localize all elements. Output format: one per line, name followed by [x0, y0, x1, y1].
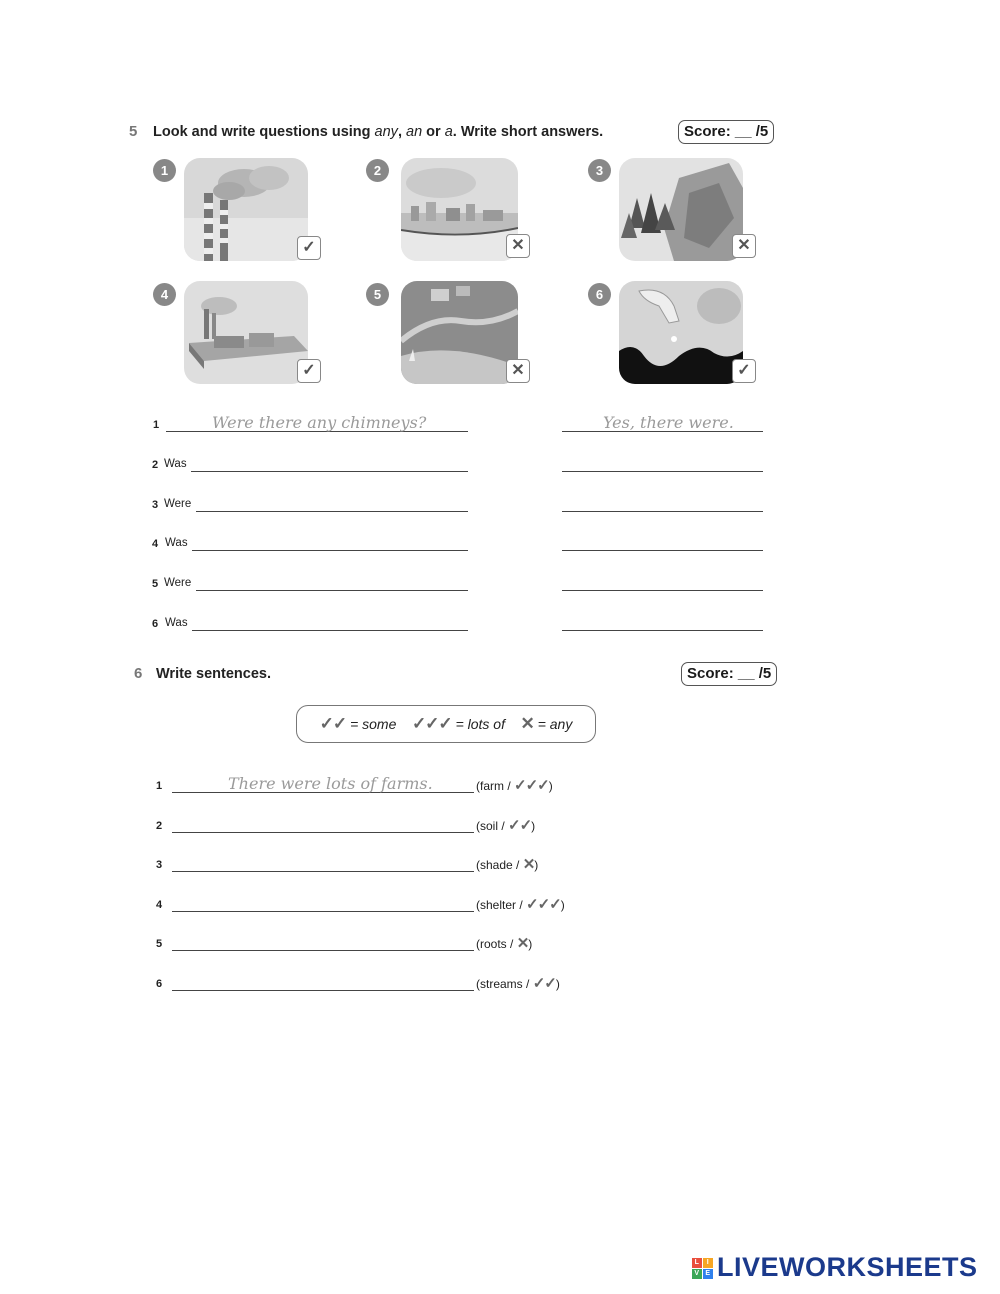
ex6-row-6-hint: (streams / ✓✓)	[476, 975, 560, 992]
picture-1-number: 1	[153, 159, 176, 182]
ex5-row-4-start: Was	[165, 537, 188, 549]
ex5-row-1-number: 1	[153, 419, 160, 431]
picture-2-city	[401, 158, 518, 261]
ex5-row-4-question-line[interactable]	[192, 550, 468, 551]
exercise-5-instruction: Look and write questions using any, an or a. Write short answers.	[153, 124, 604, 140]
ex6-row-5-number: 5	[156, 938, 163, 950]
ex5-row-1-answer-example: Yes, there were.	[603, 413, 734, 432]
picture-3-forest	[619, 158, 743, 261]
exercise-5-score: Score: __ /5	[678, 120, 774, 144]
picture-2-number: 2	[366, 159, 389, 182]
picture-3-cross-icon: ✕	[732, 234, 756, 258]
ex5-row-2-answer-line[interactable]	[562, 471, 763, 472]
ex5-row-6-question-line[interactable]	[192, 630, 468, 631]
logo-block-4: E	[703, 1269, 713, 1279]
ex5-row-4-number: 4	[152, 538, 159, 550]
logo-blocks-icon	[692, 1258, 714, 1280]
picture-1-check-icon: ✓	[297, 236, 321, 260]
key-lots-text: = lots of	[455, 716, 505, 732]
ex6-row-1-hint: (farm / ✓✓✓)	[476, 777, 553, 794]
ex5-row-5-question-line[interactable]	[196, 590, 468, 591]
picture-4-factory	[184, 281, 308, 384]
picture-6-check-icon: ✓	[732, 359, 756, 383]
picture-1-chimneys	[184, 158, 308, 261]
ex5-row-5-start: Were	[164, 577, 192, 589]
ex5-row-2-number: 2	[152, 459, 159, 471]
ex6-row-4-hint: (shelter / ✓✓✓)	[476, 896, 565, 913]
exercise-6-number: 6	[134, 665, 143, 682]
ex6-row-2-line[interactable]	[172, 832, 474, 833]
ex6-row-4-number: 4	[156, 899, 163, 911]
symbol-key-box	[296, 705, 596, 743]
picture-4-check-icon: ✓	[297, 359, 321, 383]
ex6-row-6-line[interactable]	[172, 990, 474, 991]
picture-4-number: 4	[153, 283, 176, 306]
ex6-row-5-hint: (roots / ✕)	[476, 935, 533, 952]
ex5-row-4-answer-line[interactable]	[562, 550, 763, 551]
ex5-row-5-number: 5	[152, 578, 159, 590]
exercise-5-number: 5	[129, 123, 138, 140]
key-some-text: = some	[350, 716, 397, 732]
ex5-row-3-start: Were	[164, 498, 192, 510]
picture-3-number: 3	[588, 159, 611, 182]
ex5-row-3-answer-line[interactable]	[562, 511, 763, 512]
picture-5-farmland	[401, 281, 518, 384]
ex6-row-3-hint: (shade / ✕)	[476, 856, 539, 873]
key-any-text: = any	[537, 716, 573, 732]
key-lots-symbol: ✓✓✓	[411, 714, 452, 733]
logo-block-2: I	[703, 1258, 713, 1268]
ex5-row-2-question-line[interactable]	[191, 471, 468, 472]
logo-block-1: L	[692, 1258, 702, 1268]
picture-5-cross-icon: ✕	[506, 359, 530, 383]
ex5-row-3-question-line[interactable]	[196, 511, 468, 512]
exercise-6-instruction: Write sentences.	[156, 666, 271, 682]
liveworksheets-logo[interactable]	[692, 1252, 978, 1283]
ex6-row-3-line[interactable]	[172, 871, 474, 872]
key-any-symbol: ✕	[520, 714, 534, 733]
logo-block-3: V	[692, 1269, 702, 1279]
ex5-row-1-question-example: Were there any chimneys?	[212, 413, 427, 432]
ex5-row-5-answer-line[interactable]	[562, 590, 763, 591]
ex6-row-2-hint: (soil / ✓✓)	[476, 817, 536, 834]
ex6-row-1-example: There were lots of farms.	[228, 774, 433, 793]
picture-6-number: 6	[588, 283, 611, 306]
picture-5-number: 5	[366, 283, 389, 306]
ex5-row-6-answer-line[interactable]	[562, 630, 763, 631]
exercise-6-score: Score: __ /5	[681, 662, 777, 686]
ex6-row-2-number: 2	[156, 820, 163, 832]
picture-2-cross-icon: ✕	[506, 234, 530, 258]
ex5-row-6-number: 6	[152, 618, 159, 630]
ex6-row-1-number: 1	[156, 780, 163, 792]
ex6-row-6-number: 6	[156, 978, 163, 990]
ex5-row-6-start: Was	[165, 617, 188, 629]
ex6-row-3-number: 3	[156, 859, 163, 871]
ex5-row-3-number: 3	[152, 499, 159, 511]
picture-6-planting	[619, 281, 743, 384]
ex6-row-4-line[interactable]	[172, 911, 474, 912]
ex6-row-5-line[interactable]	[172, 950, 474, 951]
ex5-row-2-start: Was	[164, 458, 187, 470]
key-some-symbol: ✓✓	[319, 714, 347, 733]
logo-text: LIVEWORKSHEETS	[717, 1252, 978, 1282]
